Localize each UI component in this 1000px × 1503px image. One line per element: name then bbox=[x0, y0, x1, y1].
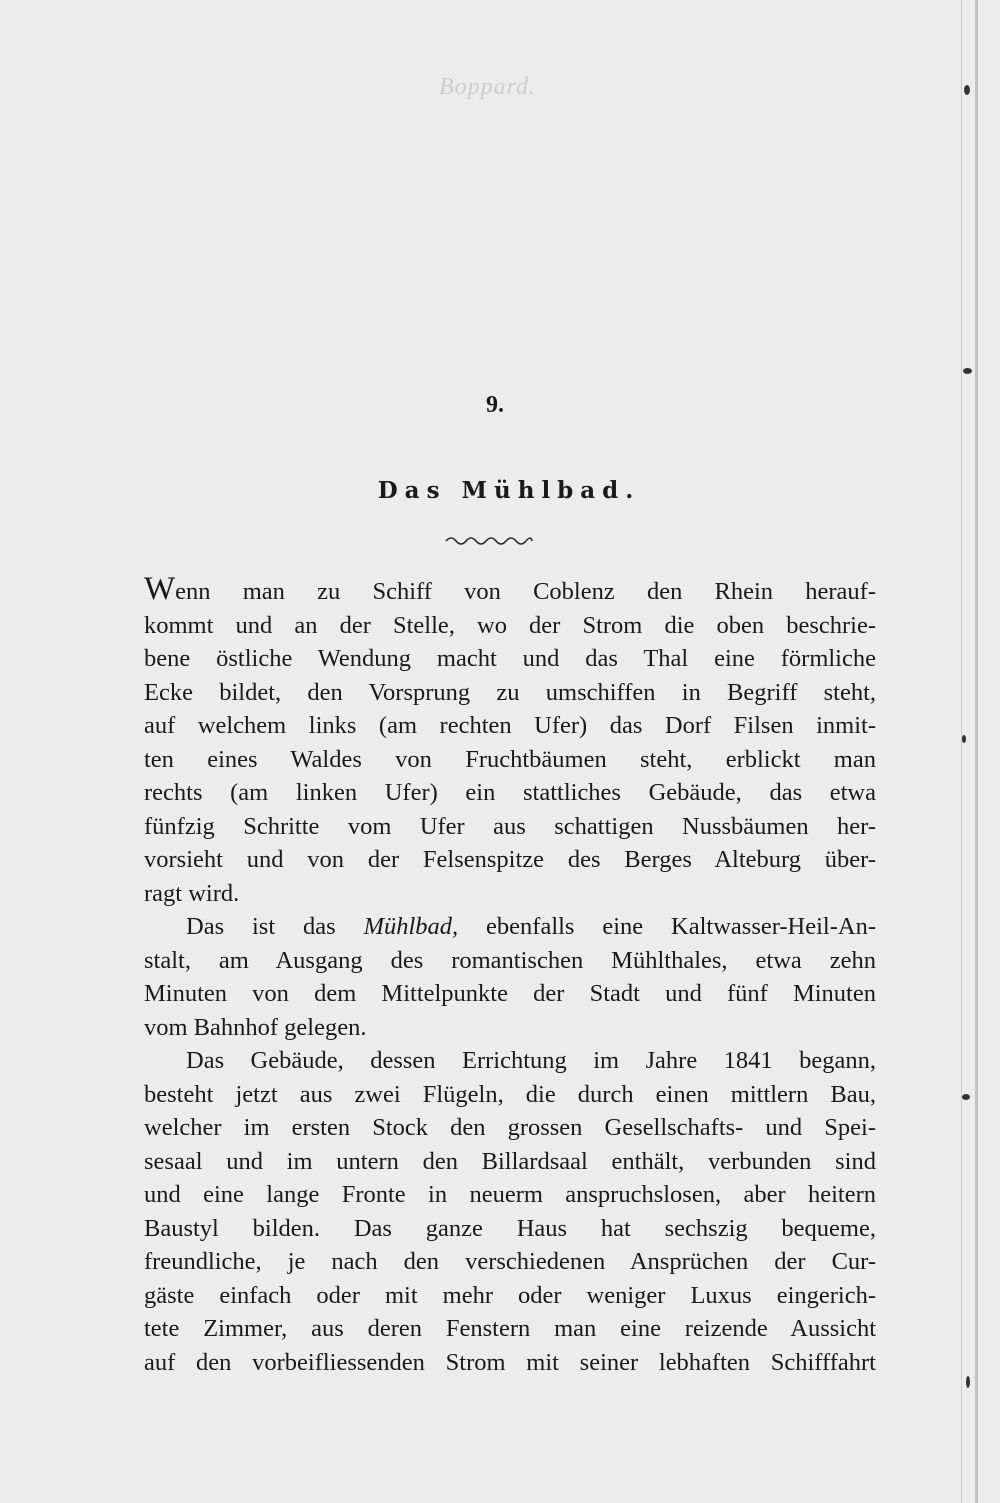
title-ornament-icon bbox=[444, 533, 534, 547]
paragraph-2 bbox=[102, 910, 876, 1044]
text-line: und eine lange Fronte in neuerm anspruchslosen, aber heitern bbox=[144, 1181, 876, 1208]
text-line: Ecke bildet, den Vorsprung zu umschiffen in Begriff steht, bbox=[144, 678, 876, 706]
text-line: Baustyl bilden. Das ganze Haus hat sechszig bequeme, bbox=[144, 1214, 876, 1242]
body-text bbox=[102, 573, 876, 1379]
text-line: auf welchem links (am rechten Ufer) das Dorf Filsen inmit- bbox=[144, 712, 876, 739]
text-line bbox=[102, 910, 876, 944]
text-line: vorsieht und von der Felsenspitze des Berges Alteburg über- bbox=[144, 846, 876, 873]
text-line: ragt wird. bbox=[144, 879, 240, 907]
text-line: fünfzig Schritte vom Ufer aus schattigen Nussbäumen her- bbox=[144, 812, 876, 840]
text-line: bene östliche Wendung macht und das Thal eine förmliche bbox=[144, 645, 876, 672]
scan-speck bbox=[962, 1094, 970, 1100]
scan-speck bbox=[964, 85, 970, 95]
text-line bbox=[102, 573, 876, 609]
text-line: rechts (am linken Ufer) ein stattliches Gebäude, das etwa bbox=[144, 779, 876, 806]
line-part: ebenfalls eine Kaltwasser-Heil-An- bbox=[458, 913, 876, 940]
bleed-through-header: Boppard. bbox=[438, 74, 537, 100]
text-line: gäste einfach oder mit mehr oder weniger Luxus eingerich- bbox=[144, 1281, 876, 1309]
paragraph-3 bbox=[102, 1044, 876, 1379]
text-line: besteht jetzt aus zwei Flügeln, die durch einen mittlern Bau, bbox=[144, 1080, 876, 1108]
text-line: vom Bahnhof gelegen. bbox=[144, 1013, 367, 1041]
text-line: sesaal und im untern den Billardsaal enthält, verbunden sind bbox=[144, 1147, 876, 1175]
italic-term: Mühlbad, bbox=[363, 913, 459, 940]
text-line: freundliche, je nach den verschiedenen Ansprüchen der Cur- bbox=[144, 1248, 876, 1275]
text-line: ten eines Waldes von Fruchtbäumen steht, erblickt man bbox=[144, 745, 876, 773]
page-edge-line bbox=[961, 0, 962, 1503]
scan-speck bbox=[962, 735, 966, 743]
chapter-number: 9. bbox=[486, 392, 504, 418]
text-line: tete Zimmer, aus deren Fenstern man eine reizende Aussicht bbox=[144, 1315, 876, 1342]
chapter-title: Das Mühlbad. bbox=[377, 477, 641, 504]
page-content bbox=[102, 385, 876, 1379]
paragraph-1 bbox=[102, 573, 876, 910]
text-line: auf den vorbeifliessenden Strom mit seiner lebhaften Schifffahrt bbox=[144, 1348, 876, 1376]
drop-cap: W bbox=[144, 571, 176, 607]
scan-speck bbox=[963, 368, 972, 374]
bleed-through-text bbox=[100, 70, 875, 128]
text-line: kommt und an der Stelle, wo der Strom die oben beschrie- bbox=[144, 611, 876, 639]
scan-speck bbox=[966, 1376, 970, 1388]
text-line: stalt, am Ausgang des romantischen Mühlthales, etwa zehn bbox=[144, 946, 876, 974]
text-line: welcher im ersten Stock den grossen Gesellschafts- und Spei- bbox=[144, 1114, 876, 1141]
text-line: Das Gebäude, dessen Errichtung im Jahre 1841 begann, bbox=[186, 1047, 876, 1074]
text-line: Minuten von dem Mittelpunkte der Stadt und fünf Minuten bbox=[144, 980, 876, 1007]
line-rest: enn man zu Schiff von Coblenz den Rhein herauf- bbox=[175, 578, 876, 605]
line-part: Das ist das bbox=[186, 913, 364, 940]
page-edge-shadow bbox=[975, 0, 978, 1503]
